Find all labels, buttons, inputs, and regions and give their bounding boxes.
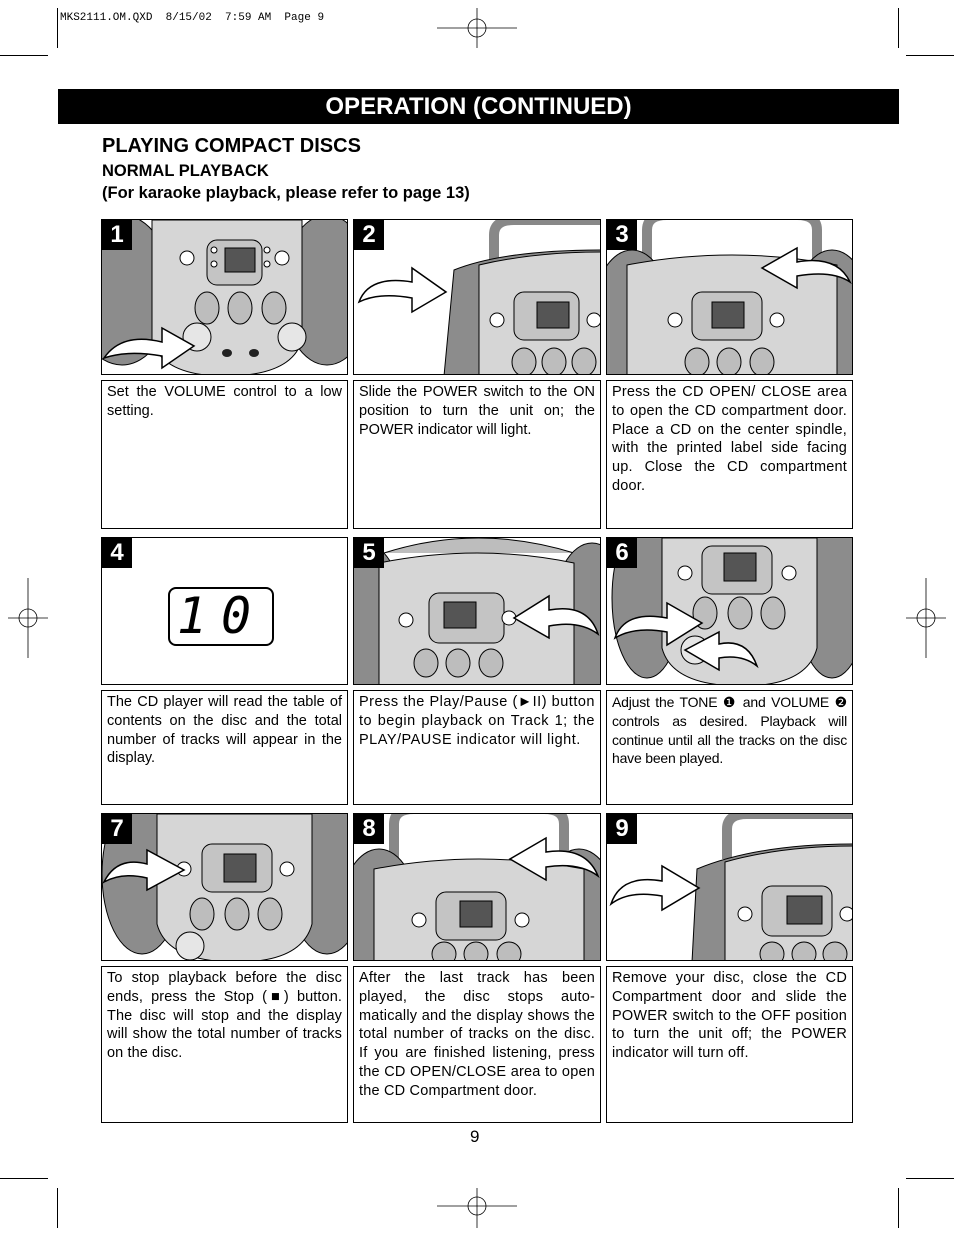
step-8-text: After the last track has been played, the disc stops auto-matically and the display shows the total number of tracks on the disc. If you are finished listening, press the CD OPEN/CLOSE area to open the CD Compartment door. [353, 966, 601, 1123]
step-number: 1 [102, 220, 132, 250]
step-9-illustration [606, 813, 853, 961]
step-3-text: Press the CD OPEN/ CLOSE area to open the CD compartment door. Place a CD on the center spindle, with the printed label side facing up. Close the CD compartment door. [606, 380, 853, 529]
step-6-illustration [606, 537, 853, 685]
printer-slug: MKS2111.OM.QXD 8/15/02 7:59 AM Page 9 [60, 12, 325, 24]
step-6-text: Adjust the TONE ❶ and VOLUME ❷ controls as desired. Playback will continue until all the tracks on the disc have been played. [606, 690, 853, 805]
section-title: PLAYING COMPACT DISCS [102, 135, 361, 157]
step-2-illustration [353, 219, 601, 375]
step-7-text: To stop playback before the disc ends, press the Stop (■) button. The disc will stop and the display will show the total number of tracks on the disc. [101, 966, 348, 1123]
page-number: 9 [470, 1127, 480, 1146]
step-number: 5 [354, 538, 384, 568]
display-readout: 10 [176, 587, 266, 645]
step-1-text: Set the VOLUME control to a low setting. [101, 380, 348, 529]
step-7-illustration [101, 813, 348, 961]
step-8-illustration [353, 813, 601, 961]
step-9-text: Remove your disc, close the CD Compartment door and slide the POWER switch to the OFF position to turn the unit off; the POWER indicator will turn off. [606, 966, 853, 1123]
step-number: 2 [354, 220, 384, 250]
step-number: 3 [607, 220, 637, 250]
step-number: 7 [102, 814, 132, 844]
step-number: 6 [607, 538, 637, 568]
crop-mark [57, 1188, 58, 1228]
registration-mark-right [906, 578, 946, 658]
crop-mark [57, 8, 58, 48]
step-4-illustration [101, 537, 348, 685]
crop-mark [898, 1188, 899, 1228]
crop-mark [0, 55, 48, 56]
page-banner: OPERATION (CONTINUED) [58, 89, 899, 124]
step-number: 9 [607, 814, 637, 844]
step-5-text: Press the Play/Pause (►II) button to begin playback on Track 1; the PLAY/PAUSE indicator will light. [353, 690, 601, 805]
registration-mark-left [8, 578, 48, 658]
step-3-illustration [606, 219, 853, 375]
step-5-illustration [353, 537, 601, 685]
subsection-note: (For karaoke playback, please refer to page 13) [102, 184, 470, 202]
crop-mark [906, 1178, 954, 1179]
step-4-text: The CD player will read the table of contents on the disc and the total number of tracks will appear in the display. [101, 690, 348, 805]
step-2-text: Slide the POWER switch to the ON position to turn the unit on; the POWER indicator will light. [353, 380, 601, 529]
step-1-illustration [101, 219, 348, 375]
crop-mark [906, 55, 954, 56]
step-number: 8 [354, 814, 384, 844]
crop-mark [898, 8, 899, 48]
registration-mark-top [437, 8, 517, 48]
crop-mark [0, 1178, 48, 1179]
subsection-title: NORMAL PLAYBACK [102, 162, 269, 180]
step-number: 4 [102, 538, 132, 568]
registration-mark-bottom [437, 1188, 517, 1228]
